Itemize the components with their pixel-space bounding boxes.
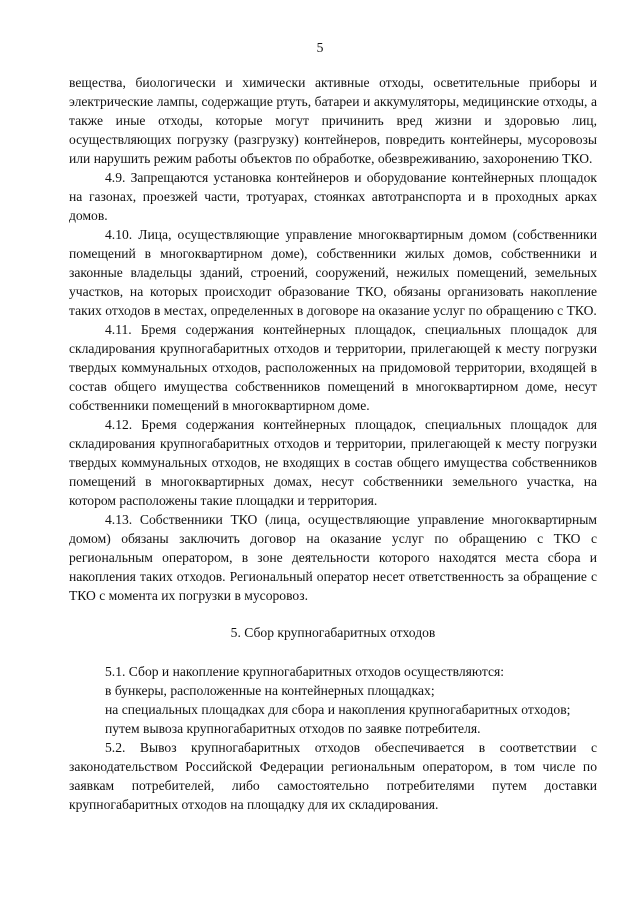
document-body bbox=[69, 73, 597, 814]
paragraph-5-1: 5.1. Сбор и накопление крупногабаритных отходов осуществляются: bbox=[105, 664, 505, 679]
paragraph-5-2: 5.2. Вывоз крупногабаритных отходов обеспечивается в соответствии с законодательством Российской Федерации региональным оператором, в том числе по заявкам потребителей, либо самостоятельно потребителями путем доставки крупногабаритных отходов на площадку для их складирования. bbox=[69, 740, 597, 812]
list-item-special-sites: на специальных площадках для сбора и накопления крупногабаритных отходов; bbox=[105, 702, 571, 717]
paragraph-4-9: 4.9. Запрещаются установка контейнеров и оборудование контейнерных площадок на газонах, проезжей части, тротуарах, стоянках автотранспорта и в проходных арках домов. bbox=[69, 170, 597, 223]
section-heading: 5. Сбор крупногабаритных отходов bbox=[230, 625, 436, 640]
paragraph-continuation: вещества, биологически и химически активные отходы, осветительные приборы и электрические лампы, содержащие ртуть, батареи и аккумуляторы, медицинские отходы, а также иные отходы, которые могут причинить вред жизни и здоровью лиц, осуществляющих погрузку (разгрузку) контейнеров, повредить контейнеры, мусоровозы или нарушить режим работы объектов по обработке, обезвреживанию, захоронению ТКО. bbox=[69, 75, 597, 166]
paragraph-4-13: 4.13. Собственники ТКО (лица, осуществляющие управление многоквартирным домом) обязаны заключить договор на оказание услуг по обращению с ТКО с региональным оператором, в зоне деятельности которого находятся места сбора и накопления таких отходов. Региональный оператор несет ответственность за обращение с ТКО с момента их погрузки в мусоровоз. bbox=[69, 512, 597, 603]
list-item-bunkers: в бункеры, расположенные на контейнерных площадках; bbox=[105, 683, 435, 698]
list-item-removal-by-request: путем вывоза крупногабаритных отходов по заявке потребителя. bbox=[105, 721, 481, 736]
paragraph-4-10: 4.10. Лица, осуществляющие управление многоквартирным домом (собственники помещений в многоквартирном доме), собственники жилых домов, собственники и законные владельцы зданий, строений, сооружений, нежилых помещений, земельных участков, на которых происходит образование ТКО, обязаны организовать накопление таких отходов в местах, определенных в договоре на оказание услуг по обращению с ТКО. bbox=[69, 227, 597, 318]
page-number: 5 bbox=[316, 40, 324, 55]
paragraph-4-11: 4.11. Бремя содержания контейнерных площадок, специальных площадок для складирования крупногабаритных отходов и территории, прилегающей к месту погрузки твердых коммунальных отходов, расположенных на придомовой территории, входящей в состав общего имущества собственников помещений в многоквартирном доме, несут собственники помещений в многоквартирном доме. bbox=[69, 322, 597, 413]
paragraph-4-12: 4.12. Бремя содержания контейнерных площадок, специальных площадок для складирования крупногабаритных отходов и территории, прилегающей к месту погрузки твердых коммунальных отходов, не входящих в состав общего имущества собственников помещений в многоквартирных домах, несут собственники земельного участка, на котором расположены такие площадки и территория. bbox=[69, 417, 597, 508]
